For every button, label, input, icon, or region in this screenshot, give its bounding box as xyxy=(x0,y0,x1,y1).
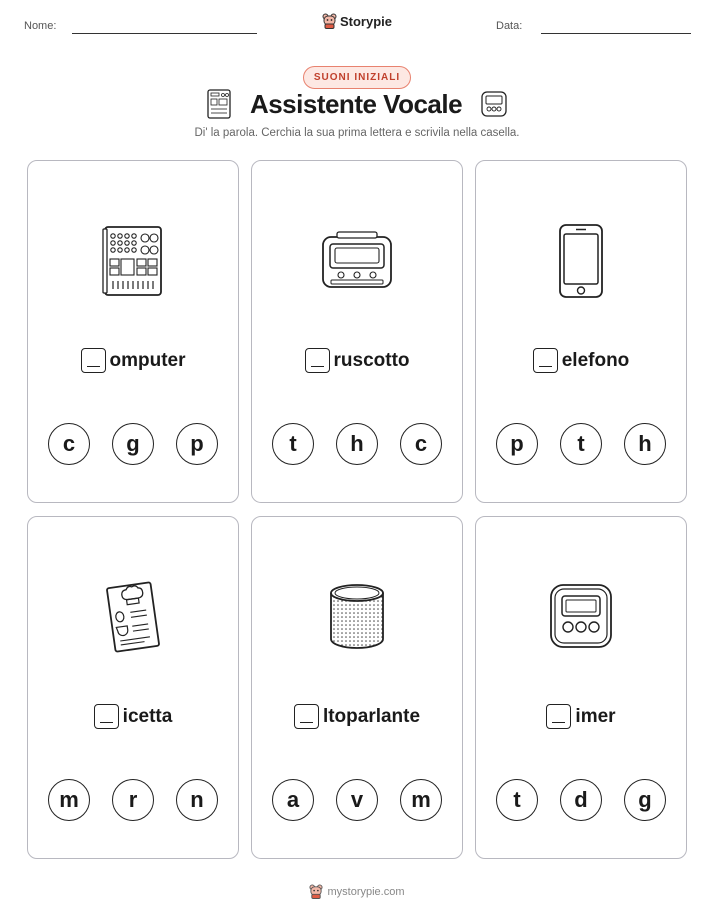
page-title: Assistente Vocale xyxy=(249,88,463,119)
letter-option[interactable]: p xyxy=(496,423,538,465)
exercise-card xyxy=(27,516,239,859)
footer-url[interactable]: mystorypie.com xyxy=(327,885,405,898)
partial-word: ruscotto xyxy=(333,349,410,371)
brand-name: Storypie xyxy=(339,13,392,29)
footer xyxy=(0,884,714,899)
computer-icon xyxy=(101,223,165,299)
letter-option[interactable]: t xyxy=(560,423,602,465)
answer-box[interactable] xyxy=(81,348,106,373)
recipe-icon xyxy=(103,581,163,653)
letter-option[interactable]: c xyxy=(48,423,90,465)
partial-word: ltoparlante xyxy=(322,705,421,727)
partial-word: icetta xyxy=(122,705,173,727)
mascot-icon xyxy=(309,884,323,899)
mascot-icon xyxy=(322,13,337,29)
answer-box[interactable] xyxy=(305,348,330,373)
date-label: Data: xyxy=(496,20,523,32)
pager-icon xyxy=(321,231,393,291)
partial-word: omputer xyxy=(109,349,186,371)
answer-box[interactable] xyxy=(546,704,571,729)
letter-option[interactable]: d xyxy=(560,779,602,821)
exercise-card xyxy=(27,160,239,503)
letter-option[interactable]: t xyxy=(496,779,538,821)
letter-option[interactable]: t xyxy=(272,423,314,465)
instructions: Di' la parola. Cerchia la sua prima lettera e scrivila nella casella. xyxy=(194,127,520,139)
timer-icon xyxy=(480,90,508,118)
letter-option[interactable]: a xyxy=(272,779,314,821)
exercise-card xyxy=(475,160,687,503)
letter-option[interactable]: v xyxy=(336,779,378,821)
letter-option[interactable]: c xyxy=(400,423,442,465)
partial-word: elefono xyxy=(561,349,630,371)
exercise-card xyxy=(251,516,463,859)
speaker-icon xyxy=(328,583,386,651)
category-tag: SUONI INIZIALI xyxy=(303,66,411,89)
letter-option[interactable]: g xyxy=(624,779,666,821)
letter-option[interactable]: g xyxy=(112,423,154,465)
letter-option[interactable]: m xyxy=(400,779,442,821)
exercise-card xyxy=(475,516,687,859)
partial-word: imer xyxy=(575,705,616,727)
computer-icon xyxy=(206,88,232,120)
letter-option[interactable]: n xyxy=(176,779,218,821)
answer-box[interactable] xyxy=(294,704,319,729)
name-label: Nome: xyxy=(24,20,57,32)
exercise-card xyxy=(251,160,463,503)
phone-icon xyxy=(558,223,604,299)
letter-option[interactable]: m xyxy=(48,779,90,821)
timer-icon xyxy=(548,582,614,652)
answer-box[interactable] xyxy=(94,704,119,729)
letter-option[interactable]: p xyxy=(176,423,218,465)
answer-box[interactable] xyxy=(533,348,558,373)
letter-option[interactable]: r xyxy=(112,779,154,821)
brand-logo xyxy=(0,13,714,34)
letter-option[interactable]: h xyxy=(336,423,378,465)
letter-option[interactable]: h xyxy=(624,423,666,465)
